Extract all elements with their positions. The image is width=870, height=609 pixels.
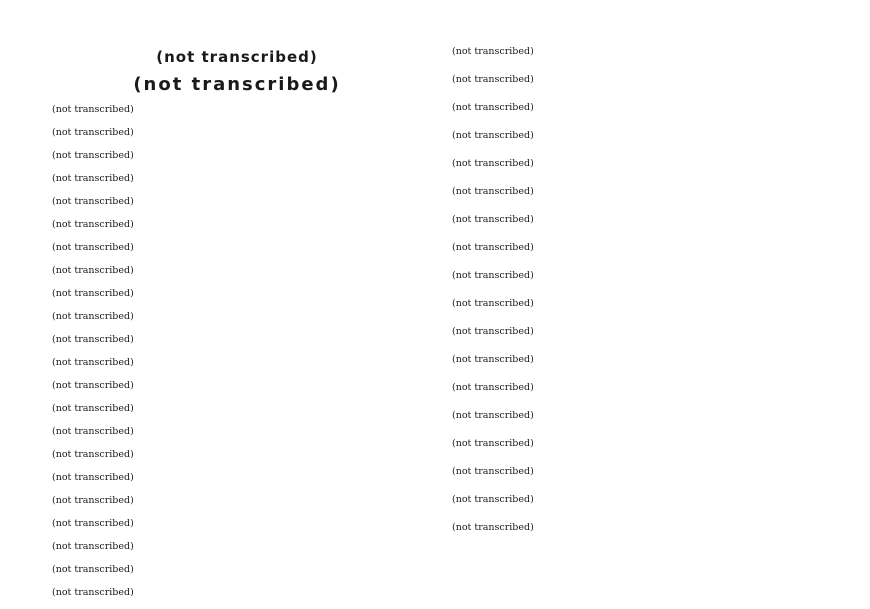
left-line-14: (not transcribed) xyxy=(52,403,134,414)
left-line-11: (not transcribed) xyxy=(52,334,134,345)
right-line-9: (not transcribed) xyxy=(452,270,534,281)
right-line-10: (not transcribed) xyxy=(452,298,534,309)
left-line-15: (not transcribed) xyxy=(52,426,134,437)
right-column xyxy=(452,44,832,548)
right-line-7: (not transcribed) xyxy=(452,214,534,225)
left-line-13: (not transcribed) xyxy=(52,380,134,391)
right-line-12: (not transcribed) xyxy=(452,354,534,365)
left-line-10: (not transcribed) xyxy=(52,311,134,322)
left-line-21: (not transcribed) xyxy=(52,564,134,575)
left-line-9: (not transcribed) xyxy=(52,288,134,299)
right-line-6: (not transcribed) xyxy=(452,186,534,197)
left-line-6: (not transcribed) xyxy=(52,219,134,230)
right-line-18: (not transcribed) xyxy=(452,522,534,533)
left-line-22: (not transcribed) xyxy=(52,587,134,598)
document-title-line2: (not transcribed) xyxy=(133,74,341,95)
right-line-3: (not transcribed) xyxy=(452,102,534,113)
left-line-2: (not transcribed) xyxy=(52,127,134,138)
right-line-2: (not transcribed) xyxy=(452,74,534,85)
left-line-20: (not transcribed) xyxy=(52,541,134,552)
document-title-line1: (not transcribed) xyxy=(156,48,318,66)
left-line-4: (not transcribed) xyxy=(52,173,134,184)
right-line-5: (not transcribed) xyxy=(452,158,534,169)
left-line-8: (not transcribed) xyxy=(52,265,134,276)
right-line-1: (not transcribed) xyxy=(452,46,534,57)
right-line-16: (not transcribed) xyxy=(452,466,534,477)
left-line-18: (not transcribed) xyxy=(52,495,134,506)
left-line-3: (not transcribed) xyxy=(52,150,134,161)
left-line-16: (not transcribed) xyxy=(52,449,134,460)
left-line-17: (not transcribed) xyxy=(52,472,134,483)
left-line-1: (not transcribed) xyxy=(52,104,134,115)
left-line-7: (not transcribed) xyxy=(52,242,134,253)
left-line-12: (not transcribed) xyxy=(52,357,134,368)
right-line-4: (not transcribed) xyxy=(452,130,534,141)
right-line-17: (not transcribed) xyxy=(452,494,534,505)
right-line-11: (not transcribed) xyxy=(452,326,534,337)
right-line-8: (not transcribed) xyxy=(452,242,534,253)
right-line-15: (not transcribed) xyxy=(452,438,534,449)
left-line-19: (not transcribed) xyxy=(52,518,134,529)
left-column xyxy=(52,44,422,609)
right-line-13: (not transcribed) xyxy=(452,382,534,393)
right-line-14: (not transcribed) xyxy=(452,410,534,421)
left-line-5: (not transcribed) xyxy=(52,196,134,207)
